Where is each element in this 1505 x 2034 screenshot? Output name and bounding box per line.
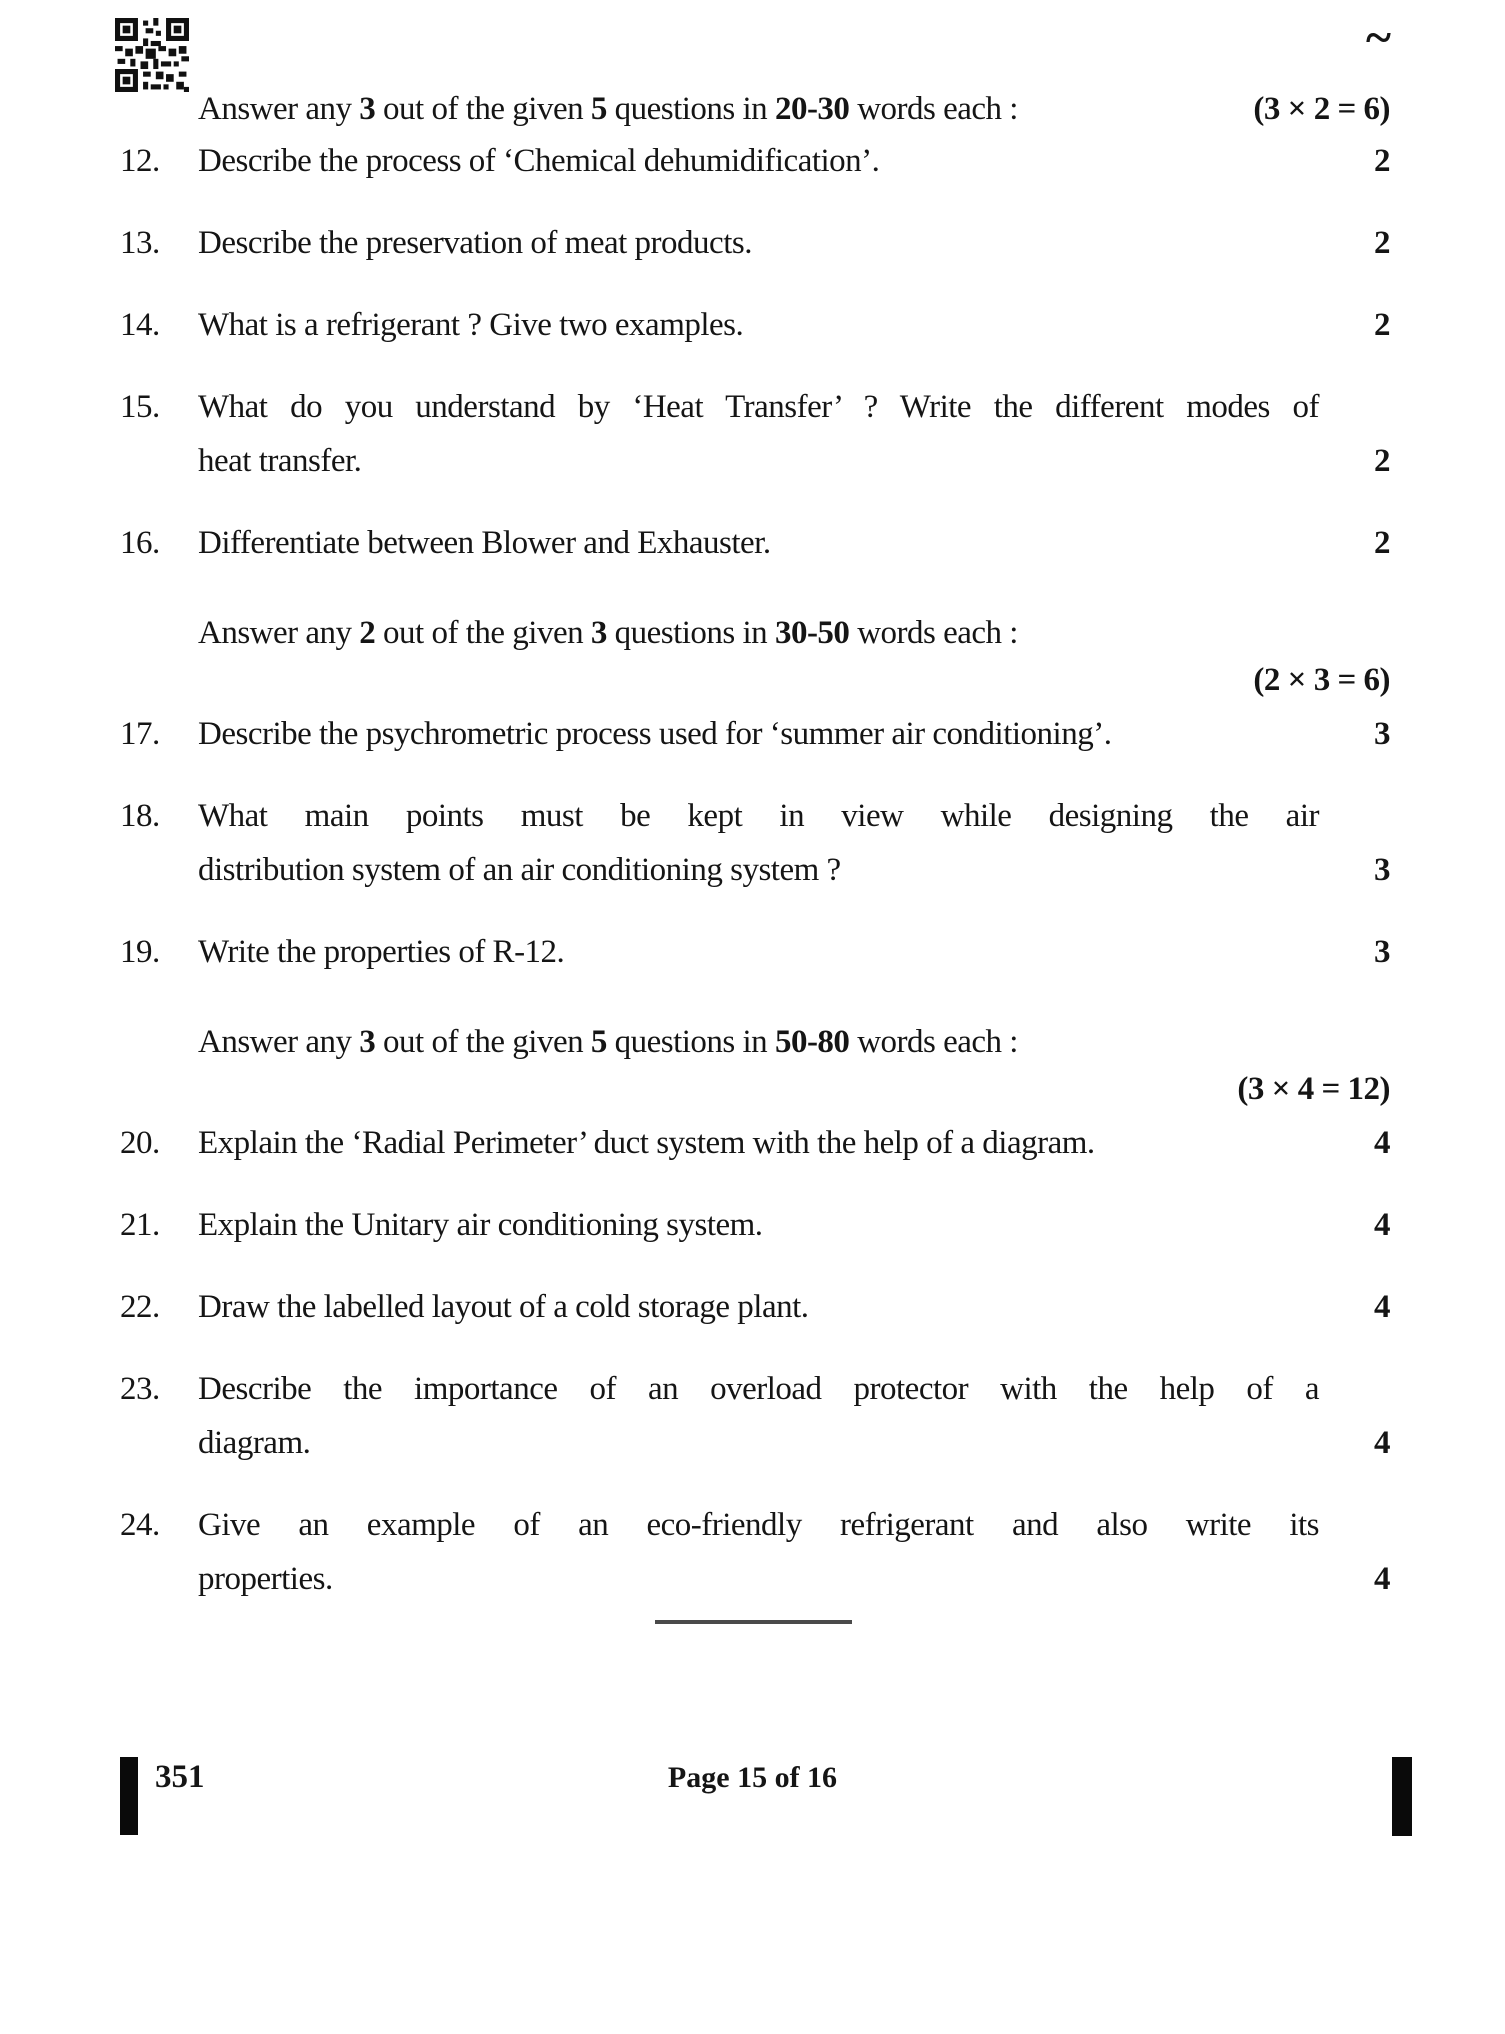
section-2-instruction xyxy=(198,612,1390,654)
question-20-row xyxy=(120,1116,1390,1170)
instruction-text: questions in xyxy=(606,91,775,127)
question-line: What do you understand by ‘Heat Transfer’ ? Write the different modes of xyxy=(198,389,1319,425)
question-text xyxy=(198,516,1319,570)
question-marks: 4 xyxy=(1374,1289,1390,1325)
instruction-text: questions in xyxy=(606,1024,775,1060)
question-21-row xyxy=(120,1198,1390,1252)
question-15-row xyxy=(120,380,1390,488)
question-line: Write the properties of R-12. xyxy=(198,934,565,970)
indent-spacer xyxy=(120,88,198,130)
instruction-bold-text: 5 xyxy=(590,1024,607,1060)
section-2-instruction-row xyxy=(120,612,1390,654)
question-line: Describe the process of ‘Chemical dehumidification’. xyxy=(198,143,880,179)
question-text xyxy=(198,134,1319,188)
question-number: 20. xyxy=(120,1125,160,1161)
section-1-instruction xyxy=(198,88,1253,130)
question-line: What main points must be kept in view while designing the air xyxy=(198,798,1319,834)
question-marks: 4 xyxy=(1374,1125,1390,1161)
question-line: Explain the ‘Radial Perimeter’ duct system with the help of a diagram. xyxy=(198,1125,1095,1161)
paper-code: 351 xyxy=(155,1759,205,1795)
question-line: Describe the preservation of meat products. xyxy=(198,225,752,261)
question-line: heat transfer. xyxy=(198,443,362,479)
question-line: Draw the labelled layout of a cold storage plant. xyxy=(198,1289,809,1325)
page-number: Page 15 of 16 xyxy=(667,1761,838,1794)
instruction-bold-text: 3 xyxy=(359,1024,376,1060)
question-line: diagram. xyxy=(198,1425,311,1461)
section-1-instruction-row xyxy=(120,88,1390,130)
question-text xyxy=(198,1116,1319,1170)
question-number: 18. xyxy=(120,798,160,834)
qr-code xyxy=(115,18,189,92)
question-marks: 3 xyxy=(1374,716,1390,752)
section-1 xyxy=(120,88,1390,570)
question-marks: 4 xyxy=(1374,1561,1390,1597)
instruction-text: words each : xyxy=(849,1024,1018,1060)
question-text xyxy=(198,1362,1319,1470)
question-text xyxy=(198,380,1319,488)
question-line: Explain the Unitary air conditioning system. xyxy=(198,1207,763,1243)
instruction-bold-text: 3 xyxy=(359,91,376,127)
question-marks: 2 xyxy=(1374,525,1390,561)
question-text xyxy=(198,298,1319,352)
question-number: 14. xyxy=(120,307,160,343)
indent-spacer xyxy=(120,612,198,654)
question-text xyxy=(198,1198,1319,1252)
question-23-row xyxy=(120,1362,1390,1470)
indent-spacer xyxy=(120,1021,198,1063)
instruction-text: Answer any xyxy=(198,91,360,127)
question-number: 15. xyxy=(120,389,160,425)
instruction-text: Answer any xyxy=(198,1024,360,1060)
question-number: 17. xyxy=(120,716,160,752)
question-16-row xyxy=(120,516,1390,570)
question-14-row xyxy=(120,298,1390,352)
section-2 xyxy=(120,612,1390,979)
question-marks: 2 xyxy=(1374,307,1390,343)
question-number: 21. xyxy=(120,1207,160,1243)
section-2-marks-scheme: (2 × 3 = 6) xyxy=(1253,662,1390,698)
instruction-text: out of the given xyxy=(375,91,591,127)
question-number: 16. xyxy=(120,525,160,561)
question-marks: 2 xyxy=(1374,143,1390,179)
instruction-bold-text: 20-30 xyxy=(774,91,850,127)
question-paper-body xyxy=(120,88,1390,1606)
question-19-row xyxy=(120,925,1390,979)
question-number: 24. xyxy=(120,1507,160,1543)
question-text xyxy=(198,216,1319,270)
question-12-row xyxy=(120,134,1390,188)
instruction-text: Answer any xyxy=(198,615,360,651)
question-24-row xyxy=(120,1498,1390,1606)
question-text xyxy=(198,707,1319,761)
question-marks: 4 xyxy=(1374,1425,1390,1461)
question-line: Describe the psychrometric process used for ‘summer air conditioning’. xyxy=(198,716,1112,752)
tilde-mark: ~ xyxy=(1366,11,1391,64)
question-17-row xyxy=(120,707,1390,761)
instruction-bold-text: 30-50 xyxy=(774,615,850,651)
question-marks: 2 xyxy=(1374,225,1390,261)
question-line: Differentiate between Blower and Exhauster. xyxy=(198,525,771,561)
question-number: 23. xyxy=(120,1371,160,1407)
instruction-bold-text: 50-80 xyxy=(774,1024,850,1060)
question-22-row xyxy=(120,1280,1390,1334)
section-3-instruction-row xyxy=(120,1021,1390,1063)
question-marks: 3 xyxy=(1374,852,1390,888)
instruction-bold-text: 2 xyxy=(359,615,376,651)
question-line: properties. xyxy=(198,1561,333,1597)
question-text xyxy=(198,1280,1319,1334)
question-marks: 2 xyxy=(1374,443,1390,479)
question-number: 22. xyxy=(120,1289,160,1325)
question-marks: 4 xyxy=(1374,1207,1390,1243)
end-divider xyxy=(655,1620,852,1624)
section-3 xyxy=(120,1021,1390,1606)
question-line: What is a refrigerant ? Give two examples. xyxy=(198,307,744,343)
question-line: Give an example of an eco-friendly refrigerant and also write its xyxy=(198,1507,1319,1543)
section-3-instruction xyxy=(198,1021,1390,1063)
instruction-bold-text: 3 xyxy=(590,615,607,651)
question-18-row xyxy=(120,789,1390,897)
question-13-row xyxy=(120,216,1390,270)
section-3-marks-scheme: (3 × 4 = 12) xyxy=(1237,1071,1390,1107)
question-number: 12. xyxy=(120,143,160,179)
question-line: Describe the importance of an overload protector with the help of a xyxy=(198,1371,1319,1407)
instruction-text: out of the given xyxy=(375,615,591,651)
question-number: 19. xyxy=(120,934,160,970)
question-line: distribution system of an air conditioning system ? xyxy=(198,852,841,888)
question-text xyxy=(198,1498,1319,1606)
question-number: 13. xyxy=(120,225,160,261)
instruction-text: words each : xyxy=(849,91,1018,127)
question-marks: 3 xyxy=(1374,934,1390,970)
instruction-text: words each : xyxy=(849,615,1018,651)
instruction-text: questions in xyxy=(606,615,775,651)
question-text xyxy=(198,925,1319,979)
section-1-marks-scheme: (3 × 2 = 6) xyxy=(1253,91,1390,127)
instruction-bold-text: 5 xyxy=(590,91,607,127)
instruction-text: out of the given xyxy=(375,1024,591,1060)
question-text xyxy=(198,789,1319,897)
footer-right-bar xyxy=(1392,1757,1412,1836)
